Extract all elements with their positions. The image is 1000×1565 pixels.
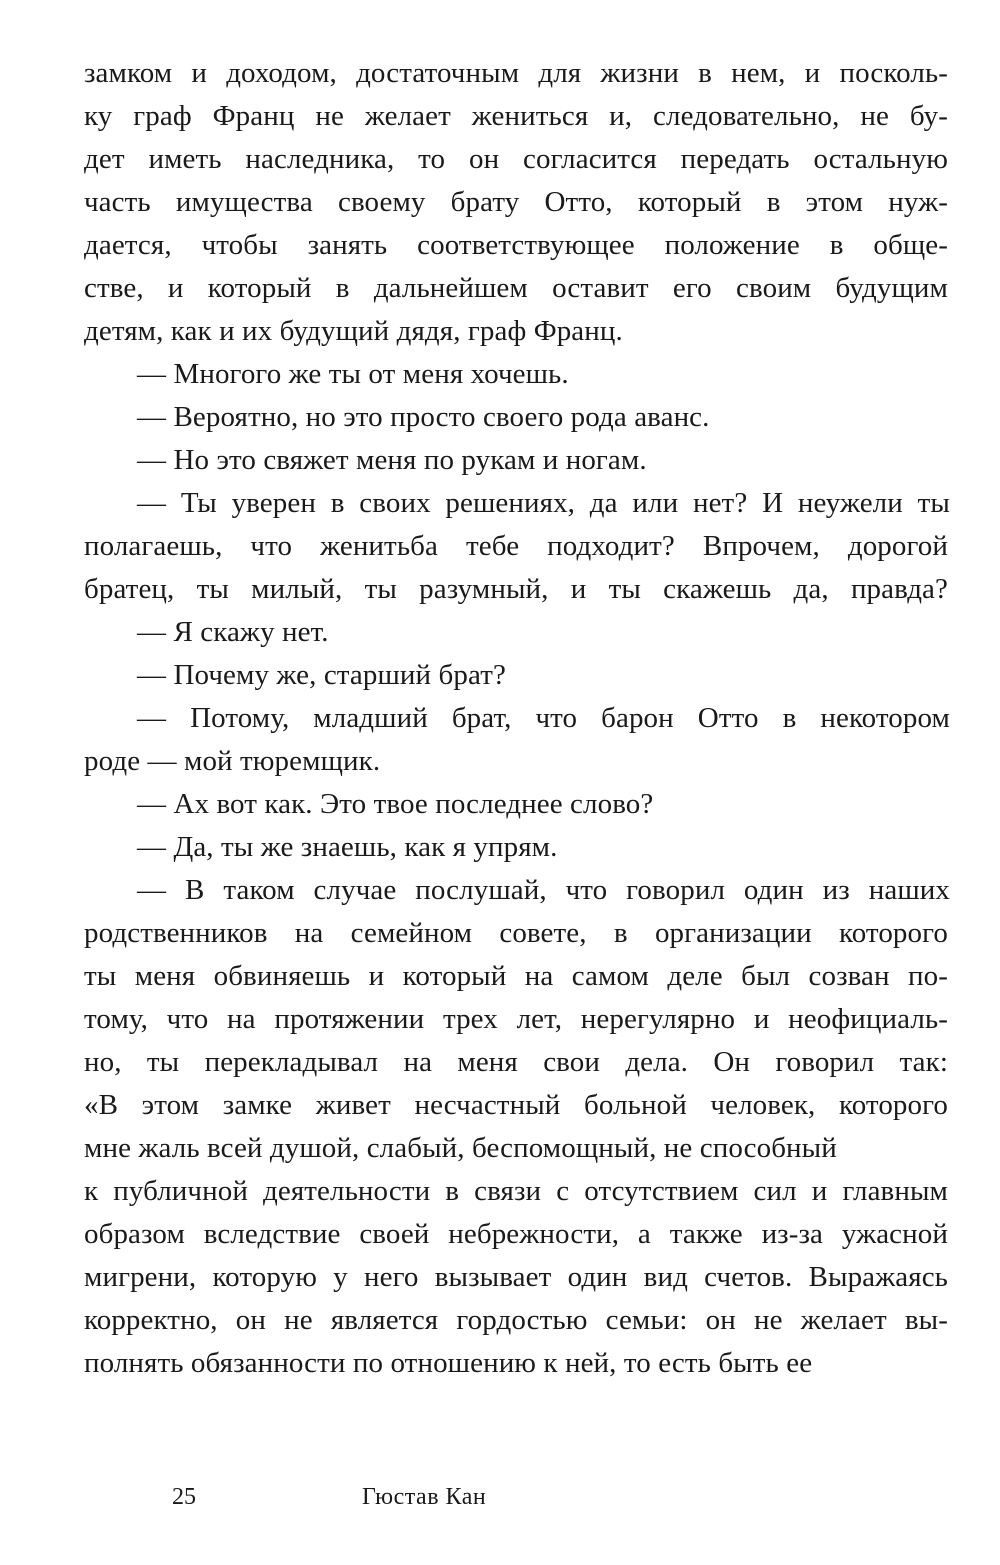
- text-line: ты меня обвиняешь и который на самом деле был созван по-: [84, 960, 948, 992]
- text-line: дается, чтобы занять соответствующее положение в обще-: [84, 229, 948, 261]
- dialogue-line: — Почему же, старший брат?: [137, 659, 506, 691]
- dialogue-line: — Ты уверен в своих решениях, да или нет? И неужели ты: [137, 487, 950, 519]
- text-line: мигрени, которую у него вызывает один вид счетов. Выражаясь: [84, 1261, 948, 1293]
- running-footer-author: Гюстав Кан: [362, 1484, 487, 1510]
- text-line: корректно, он не является гордостью семьи: он не желает вы-: [84, 1304, 948, 1336]
- text-line: тому, что на протяжении трех лет, нерегулярно и неофициаль-: [84, 1003, 948, 1035]
- dialogue-line: — Да, ты же знаешь, как я упрям.: [137, 831, 558, 863]
- dialogue-line: — Потому, младший брат, что барон Отто в некотором: [137, 702, 950, 734]
- text-line: братец, ты милый, ты разумный, и ты скажешь да, правда?: [84, 573, 948, 605]
- page-number: 25: [172, 1484, 196, 1510]
- text-line: дет иметь наследника, то он согласится передать остальную: [84, 143, 948, 175]
- dialogue-line: — Я скажу нет.: [137, 616, 329, 648]
- text-line: замком и доходом, достаточным для жизни в нем, и посколь-: [84, 57, 948, 89]
- text-line: ку граф Франц не желает жениться и, следовательно, не бу-: [84, 100, 948, 132]
- text-line: полнять обязанности по отношению к ней, то есть быть ее: [84, 1347, 813, 1379]
- text-line: роде — мой тюремщик.: [84, 745, 381, 777]
- dialogue-line: — Вероятно, но это просто своего рода аванс.: [137, 401, 710, 433]
- text-line: родственников на семейном совете, в организации которого: [84, 917, 948, 949]
- dialogue-line: — Ах вот как. Это твое последнее слово?: [137, 788, 654, 820]
- text-line: но, ты перекладывал на меня свои дела. Он говорил так:: [84, 1046, 948, 1078]
- text-line: образом вследствие своей небрежности, а также из-за ужасной: [84, 1218, 948, 1250]
- text-line: стве, и который в дальнейшем оставит его своим будущим: [84, 272, 948, 304]
- text-line: к публичной деятельности в связи с отсутствием сил и главным: [84, 1175, 948, 1207]
- text-line: «В этом замке живет несчастный больной человек, которого: [84, 1089, 948, 1121]
- dialogue-line: — В таком случае послушай, что говорил один из наших: [137, 874, 950, 906]
- text-line: мне жаль всей душой, слабый, беспомощный, не способный: [84, 1132, 837, 1164]
- dialogue-line: — Многого же ты от меня хочешь.: [137, 358, 569, 390]
- text-line: часть имущества своему брату Отто, который в этом нуж-: [84, 186, 948, 218]
- dialogue-line: — Но это свяжет меня по рукам и ногам.: [137, 444, 647, 476]
- text-line: полагаешь, что женитьба тебе подходит? Впрочем, дорогой: [84, 530, 948, 562]
- text-line: детям, как и их будущий дядя, граф Франц.: [84, 315, 623, 347]
